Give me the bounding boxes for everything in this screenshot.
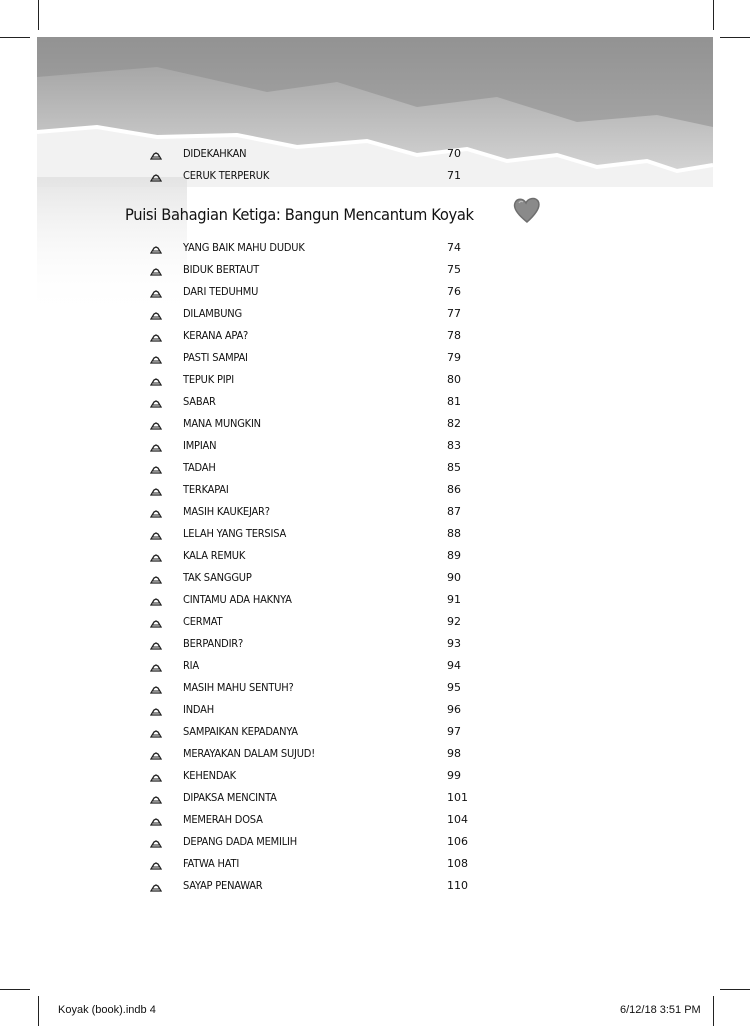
mound-bullet-icon	[150, 152, 162, 160]
toc-entry[interactable]	[37, 167, 713, 189]
toc-entry[interactable]	[37, 349, 713, 371]
toc-entry[interactable]	[37, 371, 713, 393]
toc-entry[interactable]	[37, 833, 713, 855]
mound-bullet-icon	[150, 312, 162, 320]
toc-entry-page: 110	[447, 879, 468, 892]
toc-entry-title: TEPUK PIPI	[183, 373, 234, 386]
toc-entry-title: BERPANDIR?	[183, 637, 244, 650]
toc-entry-title: DARI TEDUHMU	[183, 285, 259, 298]
toc-entry-title: MASIH MAHU SENTUH?	[183, 681, 294, 694]
mound-bullet-icon	[150, 840, 162, 848]
mound-bullet-icon	[150, 356, 162, 364]
mound-bullet-icon	[150, 466, 162, 474]
toc-entry-page: 70	[447, 147, 461, 160]
toc-entry-title: MEMERAH DOSA	[183, 813, 263, 826]
toc-entry[interactable]	[37, 613, 713, 635]
toc-entry[interactable]	[37, 789, 713, 811]
toc-entry[interactable]	[37, 327, 713, 349]
toc-entry[interactable]	[37, 415, 713, 437]
toc-entry-title: DIPAKSA MENCINTA	[183, 791, 277, 804]
mound-bullet-icon	[150, 174, 162, 182]
toc-entry-title: BIDUK BERTAUT	[183, 263, 259, 276]
section-heading: Puisi Bahagian Ketiga: Bangun Mencantum Koyak	[125, 205, 474, 224]
crop-mark	[38, 996, 39, 1026]
toc-entry-title: CERUK TERPERUK	[183, 169, 270, 182]
toc-entry-title: CINTAMU ADA HAKNYA	[183, 593, 292, 606]
toc-entry[interactable]	[37, 145, 713, 167]
toc-entry-title: INDAH	[183, 703, 214, 716]
toc-entry[interactable]	[37, 811, 713, 833]
toc-entry[interactable]	[37, 305, 713, 327]
crop-mark	[0, 989, 30, 990]
toc-entry[interactable]	[37, 855, 713, 877]
toc-entry-page: 94	[447, 659, 461, 672]
mound-bullet-icon	[150, 730, 162, 738]
toc-entry-page: 92	[447, 615, 461, 628]
toc-entry[interactable]	[37, 745, 713, 767]
mound-bullet-icon	[150, 884, 162, 892]
toc-entry-page: 81	[447, 395, 461, 408]
footer-datetime: 6/12/18 3:51 PM	[620, 1004, 701, 1016]
mound-bullet-icon	[150, 510, 162, 518]
toc-entry[interactable]	[37, 239, 713, 261]
toc-entry-page: 101	[447, 791, 468, 804]
toc-entry-title: LELAH YANG TERSISA	[183, 527, 287, 540]
toc-entry-title: KEHENDAK	[183, 769, 236, 782]
toc-entry[interactable]	[37, 437, 713, 459]
mound-bullet-icon	[150, 708, 162, 716]
toc-entry-page: 95	[447, 681, 461, 694]
toc-entry-title: DIDEKAHKAN	[183, 147, 247, 160]
mound-bullet-icon	[150, 488, 162, 496]
toc-entry-title: TADAH	[183, 461, 216, 474]
mound-bullet-icon	[150, 686, 162, 694]
mound-bullet-icon	[150, 400, 162, 408]
footer-file-label: Koyak (book).indb 4	[58, 1004, 156, 1016]
toc-entry[interactable]	[37, 481, 713, 503]
toc-entry-page: 86	[447, 483, 461, 496]
toc-entry-title: CERMAT	[183, 615, 223, 628]
mound-bullet-icon	[150, 422, 162, 430]
toc-entry-title: KALA REMUK	[183, 549, 246, 562]
toc-entry-page: 76	[447, 285, 461, 298]
heart-icon	[511, 195, 543, 225]
toc-entry-title: IMPIAN	[183, 439, 217, 452]
toc-entry-page: 75	[447, 263, 461, 276]
mound-bullet-icon	[150, 664, 162, 672]
mound-bullet-icon	[150, 444, 162, 452]
toc-entry[interactable]	[37, 283, 713, 305]
mound-bullet-icon	[150, 290, 162, 298]
toc-entry-page: 87	[447, 505, 461, 518]
toc-entry[interactable]	[37, 459, 713, 481]
toc-entry-page: 83	[447, 439, 461, 452]
mound-bullet-icon	[150, 334, 162, 342]
toc-entry-title: SAMPAIKAN KEPADANYA	[183, 725, 298, 738]
toc-entry-page: 98	[447, 747, 461, 760]
toc-entry[interactable]	[37, 525, 713, 547]
crop-mark	[720, 989, 750, 990]
mound-bullet-icon	[150, 378, 162, 386]
mound-bullet-icon	[150, 268, 162, 276]
mound-bullet-icon	[150, 818, 162, 826]
toc-entry-page: 96	[447, 703, 461, 716]
crop-mark	[720, 37, 750, 38]
toc-entry-page: 99	[447, 769, 461, 782]
toc-entry-title: PASTI SAMPAI	[183, 351, 248, 364]
crop-mark	[38, 0, 39, 30]
toc-entry[interactable]	[37, 701, 713, 723]
toc-entry[interactable]	[37, 679, 713, 701]
mound-bullet-icon	[150, 796, 162, 804]
mound-bullet-icon	[150, 642, 162, 650]
toc-entry-title: YANG BAIK MAHU DUDUK	[183, 241, 305, 254]
toc-entry-page: 97	[447, 725, 461, 738]
mound-bullet-icon	[150, 532, 162, 540]
mound-bullet-icon	[150, 862, 162, 870]
toc-entry-page: 93	[447, 637, 461, 650]
toc-entry[interactable]	[37, 877, 713, 899]
mound-bullet-icon	[150, 554, 162, 562]
toc-entry[interactable]	[37, 723, 713, 745]
crop-mark	[713, 0, 714, 30]
mound-bullet-icon	[150, 246, 162, 254]
toc-entry[interactable]	[37, 503, 713, 525]
toc-entry[interactable]	[37, 547, 713, 569]
toc-entry-page: 88	[447, 527, 461, 540]
toc-entry-title: MERAYAKAN DALAM SUJUD!	[183, 747, 315, 760]
mound-bullet-icon	[150, 774, 162, 782]
book-page	[37, 37, 713, 989]
toc-entry-page: 104	[447, 813, 468, 826]
toc-entry-title: DILAMBUNG	[183, 307, 242, 320]
mound-bullet-icon	[150, 620, 162, 628]
toc-entry-page: 89	[447, 549, 461, 562]
toc-entry-page: 108	[447, 857, 468, 870]
toc-list	[37, 239, 713, 899]
toc-entry-page: 85	[447, 461, 461, 474]
toc-entry-page: 71	[447, 169, 461, 182]
toc-entry-title: RIA	[183, 659, 199, 672]
toc-entry-page: 91	[447, 593, 461, 606]
toc-entry-title: FATWA HATI	[183, 857, 240, 870]
toc-entry-title: TAK SANGGUP	[183, 571, 252, 584]
mound-bullet-icon	[150, 598, 162, 606]
toc-entry-page: 82	[447, 417, 461, 430]
toc-entry-page: 79	[447, 351, 461, 364]
toc-entry[interactable]	[37, 591, 713, 613]
mound-bullet-icon	[150, 576, 162, 584]
toc-entry-title: KERANA APA?	[183, 329, 249, 342]
toc-entry[interactable]	[37, 393, 713, 415]
crop-mark	[0, 37, 30, 38]
toc-entry-title: SABAR	[183, 395, 216, 408]
toc-entry[interactable]	[37, 569, 713, 591]
crop-mark	[713, 996, 714, 1026]
toc-entry-page: 80	[447, 373, 461, 386]
toc-entry-page: 78	[447, 329, 461, 342]
toc-entry-title: MANA MUNGKIN	[183, 417, 261, 430]
mound-bullet-icon	[150, 752, 162, 760]
toc-entry[interactable]	[37, 635, 713, 657]
toc-entry-title: MASIH KAUKEJAR?	[183, 505, 270, 518]
toc-entry[interactable]	[37, 261, 713, 283]
toc-entry-page: 74	[447, 241, 461, 254]
toc-entry-page: 77	[447, 307, 461, 320]
toc-entry[interactable]	[37, 767, 713, 789]
toc-entry-title: SAYAP PENAWAR	[183, 879, 263, 892]
toc-entry[interactable]	[37, 657, 713, 679]
toc-entry-title: TERKAPAI	[183, 483, 229, 496]
toc-entry-page: 90	[447, 571, 461, 584]
toc-list-previous	[37, 145, 713, 189]
toc-entry-title: DEPANG DADA MEMILIH	[183, 835, 297, 848]
toc-entry-page: 106	[447, 835, 468, 848]
